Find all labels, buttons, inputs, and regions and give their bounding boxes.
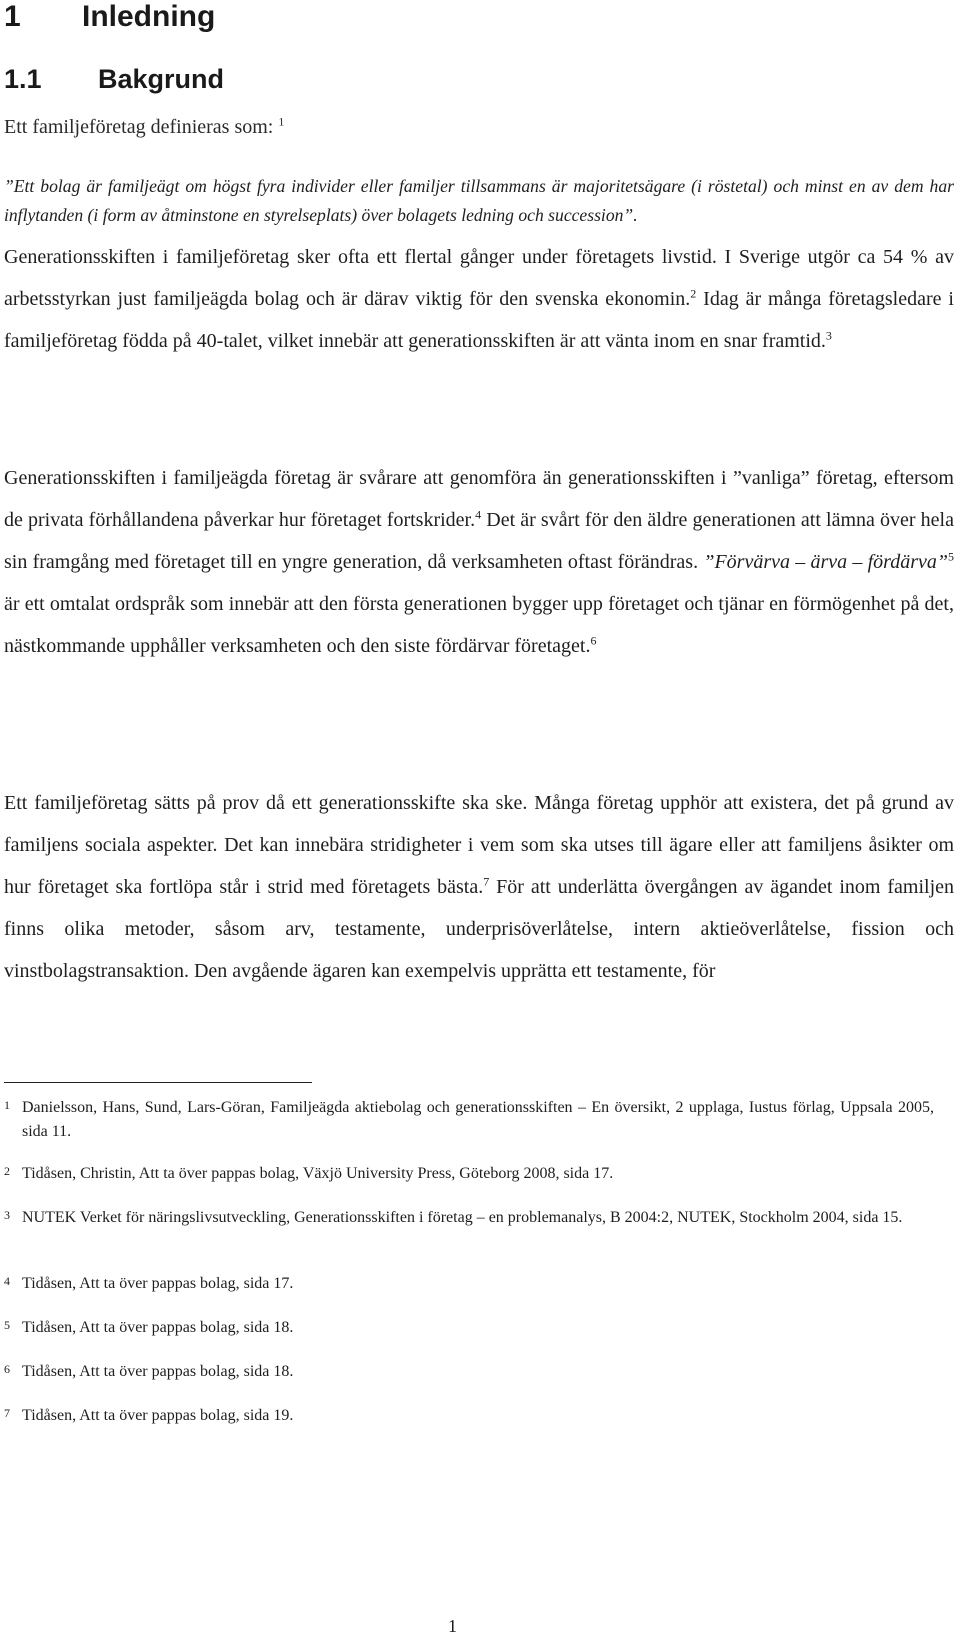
footnote-ref: 4 [475,507,482,522]
footnote-text: NUTEK Verket för näringslivsutveckling, Generationsskiften i företag – en problemanalys, B 2004:2, NUTEK, Stockholm 2004, sida 15. [22,1209,903,1226]
definition-quote: ”Ett bolag är familjeägt om högst fyra individer eller familjer tillsammans är majoritetsägare (i röstetal) och minst en av dem har inflytanden (i form av åtminstone en styrelseplats) över bolagets ledning och succession”. [4,176,954,225]
chapter-number: 1 [4,0,21,33]
paragraph-1 [4,236,954,362]
footnote-text: Tidåsen, Christin, Att ta över pappas bolag, Växjö University Press, Göteborg 2008, sida 17. [22,1165,614,1182]
intro-sentence [4,114,284,140]
page-number: 1 [448,1616,457,1636]
paragraph-3 [4,782,954,992]
section-heading [4,62,224,96]
chapter-title: Inledning [82,0,216,33]
paragraph-text: Generationsskiften i familjeföretag sker ofta ett flertal gånger under företagets livstid. I Sverige utgör ca 54 % av arbetsstyrkan just familjeägda bolag och är därav viktig för den svenska ekonomin. [4,246,954,310]
footnote-separator [4,1082,312,1083]
footnote: 3 NUTEK Verket för näringslivsutveckling, Generationsskiften i företag – en problemanalys, B 2004:2, NUTEK, Stockholm 2004, sida 15. [4,1208,903,1226]
footnote: 5 Tidåsen, Att ta över pappas bolag, sida 18. [4,1318,294,1336]
footnote-ref: 2 [690,286,697,301]
footnote-text: Danielsson, Hans, Sund, Lars-Göran, Familjeägda aktiebolag och generationsskiften – En översikt, 2 upplaga, Iustus förlag, Uppsala 2005, sida 11. [22,1099,934,1140]
footnote-ref: 1 [278,114,285,129]
paragraph-text: är ett omtalat ordspråk som innebär att den första generationen bygger upp företaget och tjänar en förmögenhet på det, nästkommande upphåller verksamheten och den siste fördärvar företaget. [4,593,954,657]
footnote: 7 Tidåsen, Att ta över pappas bolag, sida 19. [4,1406,294,1424]
paragraph-text: För att underlätta övergången av ägandet inom familjen finns olika metoder, såsom arv, testamente, underprisöverlåtelse, intern aktieöverlåtelse, fission och vinstbolagstransaktion. Den avgående ägaren kan exempelvis upprätta ett testamente, för [4,876,955,982]
paragraph-text: Ett familjeföretag sätts på prov då ett generationsskifte ska ske. Många företag upphör att existera, det på grund av familjens sociala aspekter. Det kan innebära stridigheter i vem som ska utses till ägare eller att familjens åsikter om hur företaget ska fortlöpa står i strid med företagets bästa. [4,792,954,898]
section-title: Bakgrund [98,64,225,94]
section-number: 1.1 [4,64,42,94]
paragraph-2 [4,457,954,667]
proverb: ”Förvärva – ärva – fördärva” [703,551,949,573]
paragraph-text: Generationsskiften i familjeägda företag är svårare att genomföra än generationsskiften i ”vanliga” företag, eftersom de privata förhållandena påverkar hur företaget fortskrider. [4,467,954,531]
document-page [4,0,956,1644]
footnote-ref: 3 [825,328,832,343]
footnote-ref: 6 [590,633,597,648]
footnote: 1 Danielsson, Hans, Sund, Lars-Göran, Familjeägda aktiebolag och generationsskiften – En översikt, 2 upplaga, Iustus förlag, Uppsala 2005, sida 11. [4,1098,934,1140]
footnote: 4 Tidåsen, Att ta över pappas bolag, sida 17. [4,1274,294,1292]
paragraph-text: Idag är många företagsledare i familjeföretag födda på 40-talet, vilket innebär att generationsskiften är att vänta inom en snar framtid. [4,288,954,352]
footnote-ref: 7 [483,874,490,889]
chapter-heading [4,0,215,34]
footnote: 2 Tidåsen, Christin, Att ta över pappas bolag, Växjö University Press, Göteborg 2008, sida 17. [4,1164,614,1182]
footnote: 6 Tidåsen, Att ta över pappas bolag, sida 18. [4,1362,294,1380]
footnote-text: Tidåsen, Att ta över pappas bolag, sida 18. [22,1363,294,1380]
footnote-ref: 5 [948,549,955,564]
paragraph-text: Det är svårt för den äldre generationen att lämna över hela sin framgång med företaget till en yngre generation, då verksamheten oftast förändras. [4,509,954,573]
footnote-text: Tidåsen, Att ta över pappas bolag, sida 19. [22,1407,294,1424]
footnote-text: Tidåsen, Att ta över pappas bolag, sida 18. [22,1319,294,1336]
intro-text: Ett familjeföretag definieras som: [4,116,274,138]
footnote-text: Tidåsen, Att ta över pappas bolag, sida 17. [22,1275,294,1292]
